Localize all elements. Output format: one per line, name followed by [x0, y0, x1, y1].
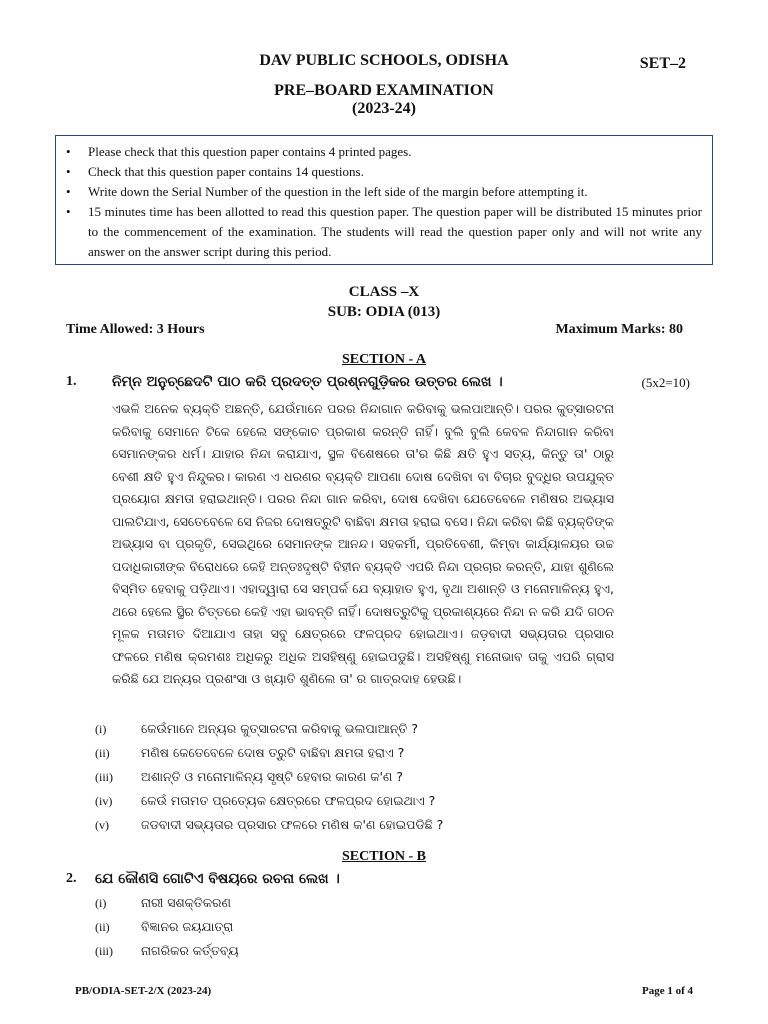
- subquestion-text: ଜଡବାଦୀ ସଭ୍ୟତାର ପ୍ରସାର ଫଳରେ ମଣିଷ କ'ଣ ହୋଇପଡିଛି ?: [141, 817, 444, 832]
- subquestion-text: ଅଶାନ୍ତି ଓ ମନୋମାଳିନ୍ୟ ସୃଷ୍ଟି ହେବାର କାରଣ କ'ଣ ?: [141, 769, 403, 784]
- time-allowed: Time Allowed: 3 Hours: [66, 322, 205, 337]
- option-text: ନାଗରିକର କର୍ତ୍ତବ୍ୟ: [141, 943, 239, 958]
- instruction-item: • 15 minutes time has been allotted to read this question paper. The question paper will be distributed 15 minutes prior to the commencement of the examination. The students will read the question paper only and will not write any answer on the answer script during this period.: [88, 202, 702, 262]
- option-number: (iii): [95, 943, 113, 958]
- instructions-list: [88, 142, 702, 262]
- option-text: ବିଜ୍ଞାନର ଜୟଯାତ୍ରା: [141, 919, 234, 934]
- instructions-box: [55, 135, 713, 265]
- instruction-item: • Write down the Serial Number of the question in the left side of the margin before attempting it.: [88, 182, 702, 202]
- subquestion-number: (v): [95, 817, 109, 832]
- subquestion: [95, 717, 655, 741]
- question-text: ନିମ୍ନ ଅନୁଚ୍ଛେଦଟି ପାଠ କରି ପ୍ରଦତ୍ତ ପ୍ରଶ୍ନଗୁଡ଼ିକର ଉତ୍ତର ଲେଖ ।: [112, 374, 503, 390]
- subquestion-text: ମଣିଷ କେତେବେଳେ ଦୋଷ ତ୍ରୁଟି ବାଛିବା କ୍ଷମତା ହରାଏ ?: [141, 745, 405, 760]
- essay-option: [95, 939, 655, 963]
- instruction-item: • Please check that this question paper contains 4 printed pages.: [88, 142, 702, 162]
- page-number: Page 1 of 4: [641, 985, 693, 997]
- subquestion-number: (iv): [95, 793, 113, 808]
- paper-code: PB/ODIA-SET-2/X (2023-24): [75, 985, 212, 997]
- option-number: (i): [95, 895, 107, 910]
- subquestion-text: କେଉଁମାନେ ଅନ୍ୟର କୁତ୍ସାରଟନା କରିବାକୁ ଭଲପାଆନ୍ତି ?: [141, 721, 418, 736]
- instruction-item: • Check that this question paper contains 14 questions.: [88, 162, 702, 182]
- subquestion-text: କେଉଁ ମତାମତ ପ୍ରତ୍ୟେକ କ୍ଷେତ୍ରରେ ଫଳପ୍ରଦ ହୋଇଥାଏ ?: [141, 793, 436, 808]
- school-name: DAV PUBLIC SCHOOLS, ODISHA: [259, 52, 509, 69]
- set-label: SET–2: [639, 55, 686, 72]
- subject-label: SUB: ODIA (013): [327, 304, 441, 320]
- subquestion-number: (ii): [95, 745, 110, 760]
- subquestion: [95, 741, 655, 765]
- reading-passage: ଏଭଳି ଅନେକ ବ୍ୟକ୍ତି ଅଛନ୍ତି, ଯେଉଁମାନେ ପରର ନିନ୍ଦାଗାନ କରିବାକୁ ଭଲପାଆନ୍ତି। ପରର କୁତ୍ସାରଟନା କରିବାକୁ ସେମାନେ ଟିକେ ହେଲେ ସଙ୍କୋଚ ପ୍ରକାଶ କରନ୍ତି ନାହିଁ। ବୁଲି ବୁଲି କେବଳ ନିନ୍ଦାଗାନ କରିବା ସେମାନଙ୍କର ଧର୍ମ। ଯାହାର ନିନ୍ଦା କରାଯାଏ, ସ୍ଥଳ ବିଶେଷରେ ତା'ର କିଛି କ୍ଷତି ହୁଏ ସତ୍ୟ, କିନ୍ତୁ ତା' ଠାରୁ ବେଶୀ କ୍ଷତି ହୁଏ ନିନ୍ଦୁକର। କାରଣ ଏ ଧରଣର ବ୍ୟକ୍ତି ଆପଣା ଦୋଷ ଦେଖିବା ବା ବିଚାର ବୁଦ୍ଧିର ଉପଯୁକ୍ତ ପ୍ରୟୋଗ କ୍ଷମତା ହରାଇଥାନ୍ତି। ପରର ନିନ୍ଦା ଗାନ କରିବା, ଦୋଷ ଦେଖିବା ଯେତେବେଳେ ମଣିଷର ଅଭ୍ୟାସ ପାଲଟିଯାଏ, ସେତେବେଳେ ସେ ନିଜର ଦୋଷତ୍ରୁଟି ବାଛିବା କ୍ଷମତା ହରାଇ ବସେ। ନିନ୍ଦା କରିବା କିଛି ବ୍ୟକ୍ତିଙ୍କ ଅଭ୍ୟାସ ବା ପ୍ରକୃତି, ସେଇଥିରେ ସେମାନଙ୍କ ଆନନ୍ଦ। ସହକର୍ମୀ, ପ୍ରତିବେଶୀ, କିମ୍ବା କାର୍ଯ୍ୟାଳୟର ଉଚ୍ଚ ପଦାଧିକାରୀଙ୍କ ବିରୋଧରେ କେହି ଅନ୍ତଃଦୃଷ୍ଟି ବିହୀନ ବ୍ୟକ୍ତି ଏପରି ନିନ୍ଦା ପ୍ରଚାର କରନ୍ତି, ଯାହା ଶୁଣିଲେ ବିସ୍ମିତ ହେବାକୁ ପଡ଼ିଥାଏ। ଏହାଦ୍ୱାରା ସେ ସମ୍ପର୍କ ଯେ ବ୍ୟାହାତ ହୁଏ, ବୃଥା ଅଶାନ୍ତି ଓ ମନୋମାଳିନ୍ୟ ହୁଏ, ଥରେ ହେଲେ ସ୍ଥିର ଚିତ୍ତରେ କେହି ଏହା ଭାବନ୍ତି ନାହିଁ। ଦୋଷତ୍ରୁଟିକୁ ପ୍ରକାଶ୍ୟରେ ନିନ୍ଦା ନ କରି ଯଦି ଗଠନ ମୂଳକ ମତାମତ ଦିଆଯାଏ ତାହା ସବୁ କ୍ଷେତ୍ରରେ ଫଳପ୍ରଦ ହୋଇଥାଏ। ଜଡ଼ବାଦୀ ସଭ୍ୟତାର ପ୍ରସାର ଫଳରେ ମଣିଷ କ୍ରମଶଃ ଅଧିକରୁ ଅଧିକ ଅସହିଷ୍ଣୁ ହୋଇପଡୁଛି। ଅସହିଷ୍ଣୁ ମନୋଭାବ ତାକୁ ଏପରି ଗ୍ରାସ କରିଛି ଯେ ଅନ୍ୟର ପ୍ରଶଂସା ଓ ଖ୍ୟାତି ଶୁଣିଲେ ତା' ର ଗାତ୍ରଦାହ ହେଉଛି।: [112, 401, 614, 686]
- maximum-marks: Maximum Marks: 80: [555, 322, 683, 337]
- option-number: (ii): [95, 919, 110, 934]
- essay-option: [95, 915, 655, 939]
- question-text: ଯେ କୌଣସି ଗୋଟିଏ ବିଷୟରେ ରଚନା ଲେଖ ।: [95, 871, 340, 887]
- question-marks: (5x2=10): [641, 375, 690, 390]
- class-label: CLASS –X: [348, 284, 420, 300]
- exam-title: PRE–BOARD EXAMINATION: [274, 82, 494, 99]
- subquestion-number: (iii): [95, 769, 113, 784]
- question-number: 2.: [66, 871, 77, 886]
- section-b-title: SECTION - B: [341, 849, 427, 864]
- option-text: ନାରୀ ସଶକ୍ତିକରଣ: [141, 895, 231, 910]
- question-number: 1.: [66, 374, 77, 389]
- subquestion: [95, 765, 655, 789]
- subquestion: [95, 813, 655, 837]
- essay-option: [95, 891, 655, 915]
- subquestion-number: (i): [95, 721, 107, 736]
- exam-year: (2023-24): [352, 100, 416, 117]
- subquestion: [95, 789, 655, 813]
- section-a-title: SECTION - A: [341, 352, 427, 367]
